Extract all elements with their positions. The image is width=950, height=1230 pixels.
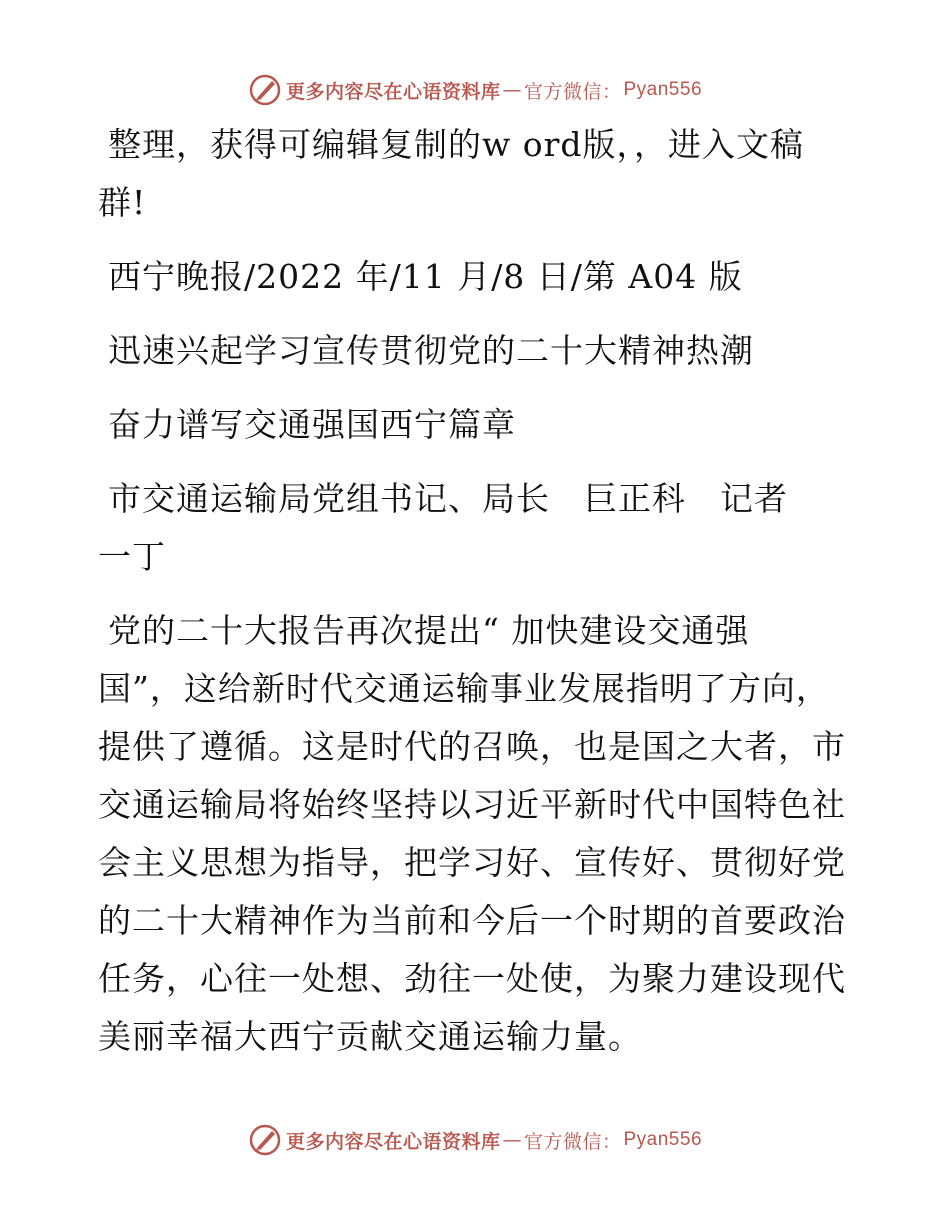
watermark-main-text: 更多内容尽在心语资料库 — [285, 80, 501, 103]
header-watermark — [0, 70, 950, 110]
watermark-official-label: 官方微信： — [523, 80, 622, 103]
intro-line: 整理，获得可编辑复制的w ord版，，进入文稿 — [108, 125, 805, 164]
body-line: 美丽幸福大西宁贡献交通运输力量。 — [98, 1017, 642, 1056]
headline-sub: 奋力谱写交通强国西宁篇章 — [108, 405, 516, 444]
body-line: 交通运输局将始终坚持以习近平新时代中国特色社 — [98, 785, 846, 824]
watermark-dash: — — [502, 79, 522, 101]
byline: 市交通运输局党组书记、局长 巨正科 记者 — [108, 479, 788, 518]
headline-main: 迅速兴起学习宣传贯彻党的二十大精神热潮 — [108, 331, 754, 370]
body-line: 的二十大精神作为当前和今后一个时期的首要政治 — [98, 901, 846, 940]
body-line: 提供了遵循。这是时代的召唤，也是国之大者，市 — [98, 727, 846, 766]
byline-continued: 一丁 — [98, 537, 166, 576]
quill-pen-logo-icon — [248, 1123, 282, 1157]
body-line: 任务，心往一处想、劲往一处使，为聚力建设现代 — [98, 959, 846, 998]
footer-watermark — [0, 1120, 950, 1160]
quill-pen-logo-icon — [248, 73, 282, 107]
dateline: 西宁晚报/2022 年/11 月/8 日/第 A04 版 — [108, 257, 743, 296]
body-line: 国”，这给新时代交通运输事业发展指明了方向， — [98, 669, 830, 708]
body-line: 会主义思想为指导，把学习好、宣传好、贯彻好党 — [98, 843, 846, 882]
intro-line-continued: 群! — [98, 183, 147, 222]
body-line: 党的二十大报告再次提出“ 加快建设交通强 — [108, 611, 750, 650]
watermark-wechat-id: Pyan556 — [623, 1129, 703, 1150]
document-body — [98, 116, 858, 1066]
watermark-dash: — — [502, 1129, 522, 1151]
watermark-wechat-id: Pyan556 — [623, 79, 703, 100]
watermark-main-text: 更多内容尽在心语资料库 — [285, 1130, 501, 1153]
watermark-official-label: 官方微信： — [523, 1130, 622, 1153]
